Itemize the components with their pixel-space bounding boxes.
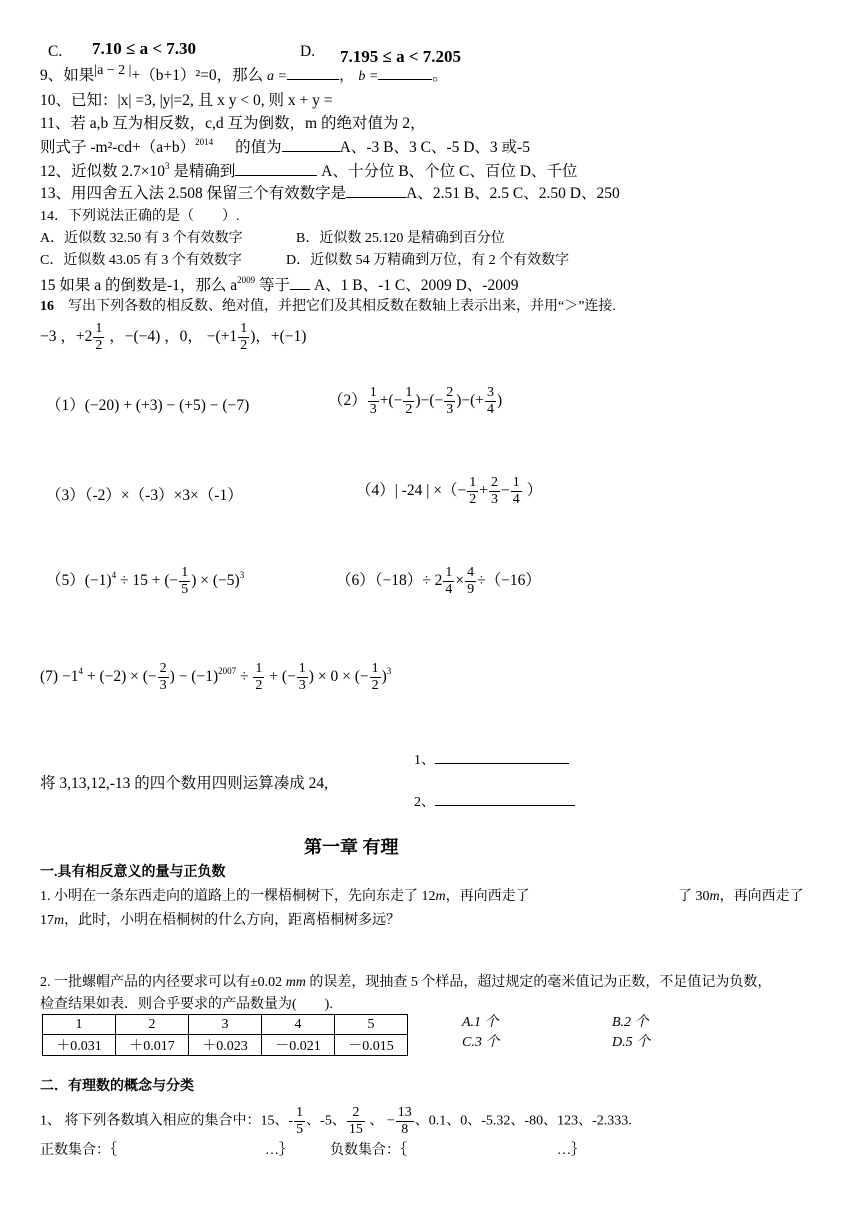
table-row xyxy=(43,1035,408,1056)
table-cell: 2 xyxy=(116,1015,189,1035)
calc-problem-3: （3）（-2）×（-3）×3×（-1） xyxy=(46,487,243,504)
section-2-q1: 1、 将下列各数填入相应的集合中：15、- $\frac{1}{5}$ 、-5、 $\frac{2}{15}$ 、 − $\frac{13}{8}$ 、0.1、0、-5.32、-80、123、-2.333. xyxy=(40,1105,632,1137)
question-14-option-b: B．近似数 25.120 是精确到百分位 xyxy=(296,231,505,246)
option-d: D.5 个 xyxy=(612,1035,651,1050)
section-1-title: 一.具有相反意义的量与正负数 xyxy=(40,865,226,880)
question-15: 15 如果 a 的倒数是-1，那么 $a^{2009}$ 等于 A、1 B、-1 C、2009 D、-2009 xyxy=(40,275,519,294)
make24-answer-2: 2、 xyxy=(414,796,575,810)
question-14-option-a: A．近似数 32.50 有 3 个有效数字 xyxy=(40,231,243,246)
table-cell: 3 xyxy=(189,1015,262,1035)
calc-problem-1: （1）(−20) + (+3) − (+5) − (−7) xyxy=(46,397,250,414)
section-1-q1-line-2: 17m，此时，小明在梧桐树的什么方向，距离梧桐树多远？ xyxy=(40,913,401,928)
section-1-q2-line-1: 2. 一批螺帽产品的内径要求可以有±0.02 mm 的误差，现抽查 5 个样品，超过规定的毫米值记为正数，不足值记为负数， xyxy=(40,975,772,990)
question-14-option-c: C．近似数 43.05 有 3 个有效数字 xyxy=(40,253,242,268)
question-11-line-1: 11、若 a,b 互为相反数，c,d 互为倒数，m 的绝对值为 2， xyxy=(40,115,426,132)
option-c-expression: 7.10 ≤ a < 7.30 xyxy=(92,39,197,58)
question-12: 12、近似数 $2.7\times 10^3$ 是精确到 A、十分位 B、个位 C、百位 D、千位 xyxy=(40,161,578,180)
calc-problem-5: $(5)(-1)^4 \div 15$ + (− $\frac{1}{5}$ ) × $(-5)^3$ xyxy=(46,565,245,597)
calc-problem-4: （4）| -24 | ×（− $\frac{1}{2}$ + $\frac{2}{3}$ − $\frac{1}{4}$ ） xyxy=(356,475,543,507)
table-row xyxy=(43,1015,408,1035)
question-14-option-d: D．近似数 54 万精确到万位，有 2 个有效数字 xyxy=(286,253,570,268)
question-16-numbers: −3 ，+2 $\frac{1}{2}$ ，−(−4) ，0， −(+1 $\frac{1}{2}$ )，+(−1) xyxy=(40,321,307,353)
section-1-q2-line-2: 检查结果如表．则合乎要求的产品数量为( ). xyxy=(40,997,333,1012)
inspection-results-table xyxy=(42,1014,408,1056)
option-a: A.1 个 xyxy=(462,1015,499,1030)
positive-set: 正数集合：｛ …｝ xyxy=(40,1143,293,1158)
section-2-title: 二．有理数的概念与分类 xyxy=(40,1079,194,1094)
section-1-q1-line-1: 1. 小明在一条东西走向的道路上的一棵梧桐树下，先向东走了 12m，再向西走了 xyxy=(40,889,530,904)
question-16-stem: 16 写出下列各数的相反数、绝对值，并把它们及其相反数在数轴上表示出来，并用“＞”连接. xyxy=(40,299,616,314)
calc-problem-2: （2） $\frac{1}{3}$ +(− $\frac{1}{2}$ )−(− $\frac{2}{3}$ )−(+ $\frac{3}{4}$ ) xyxy=(328,385,503,417)
option-d-expression: 7.195 ≤ a < 7.205 xyxy=(340,47,462,66)
option-b: B.2 个 xyxy=(612,1015,649,1030)
question-11-line-2: 则式子 $-m^2-cd+(a+b)^{2014}$ 的值为 A、-3 B、3 C、-5 D、3 或-5 xyxy=(40,137,530,156)
calc-problem-7: $(7) -1^4 + (-2)$ × (− $\frac{2}{3}$ ) − $(-1)^{2007}$ ÷ $\frac{1}{2}$ + (− $\frac{1}{3}$ ) × 0 × (− $\frac{1}{2}$ )$^3$ xyxy=(40,661,392,693)
table-cell: ＋0.031 xyxy=(43,1035,116,1056)
table-cell: ＋0.017 xyxy=(116,1035,189,1056)
question-14-stem: 14．下列说法正确的是（ ）. xyxy=(40,209,240,224)
section-1-q1-line-1-right: 了 30m，再向西走了 xyxy=(678,889,804,904)
make24-answer-1: 1、 xyxy=(414,754,569,768)
table-cell: －0.021 xyxy=(262,1035,335,1056)
chapter-title: 第一章 有理 xyxy=(304,838,399,856)
question-10: 10、已知：|x| =3, |y|=2, 且 x y < 0, 则 x + y = xyxy=(40,92,333,109)
table-cell: ＋0.023 xyxy=(189,1035,262,1056)
question-13: 13、用四舍五入法 2.508 保留三个有效数字是 A、2.51 B、2.5 C、2.50 D、250 xyxy=(40,185,620,202)
option-d-label: D. xyxy=(300,43,316,60)
option-c: C.3 个 xyxy=(462,1035,500,1050)
table-cell: －0.015 xyxy=(335,1035,408,1056)
table-cell: 1 xyxy=(43,1015,116,1035)
calc-problem-6: （6）（−18）÷ 2 $\frac{1}{4}$ × $\frac{4}{9}$ ÷（−16） xyxy=(336,565,541,597)
negative-set: 负数集合：｛ …｝ xyxy=(330,1143,585,1158)
table-cell: 4 xyxy=(262,1015,335,1035)
make24-question: 将 3,13,12,-13 的四个数用四则运算凑成 24, xyxy=(40,775,329,792)
table-cell: 5 xyxy=(335,1015,408,1035)
question-9: 9、如果|a − 2 |+（b+1）²=0，那么 a = ， b = 。 xyxy=(40,63,448,84)
option-c-label: C. xyxy=(48,43,63,60)
